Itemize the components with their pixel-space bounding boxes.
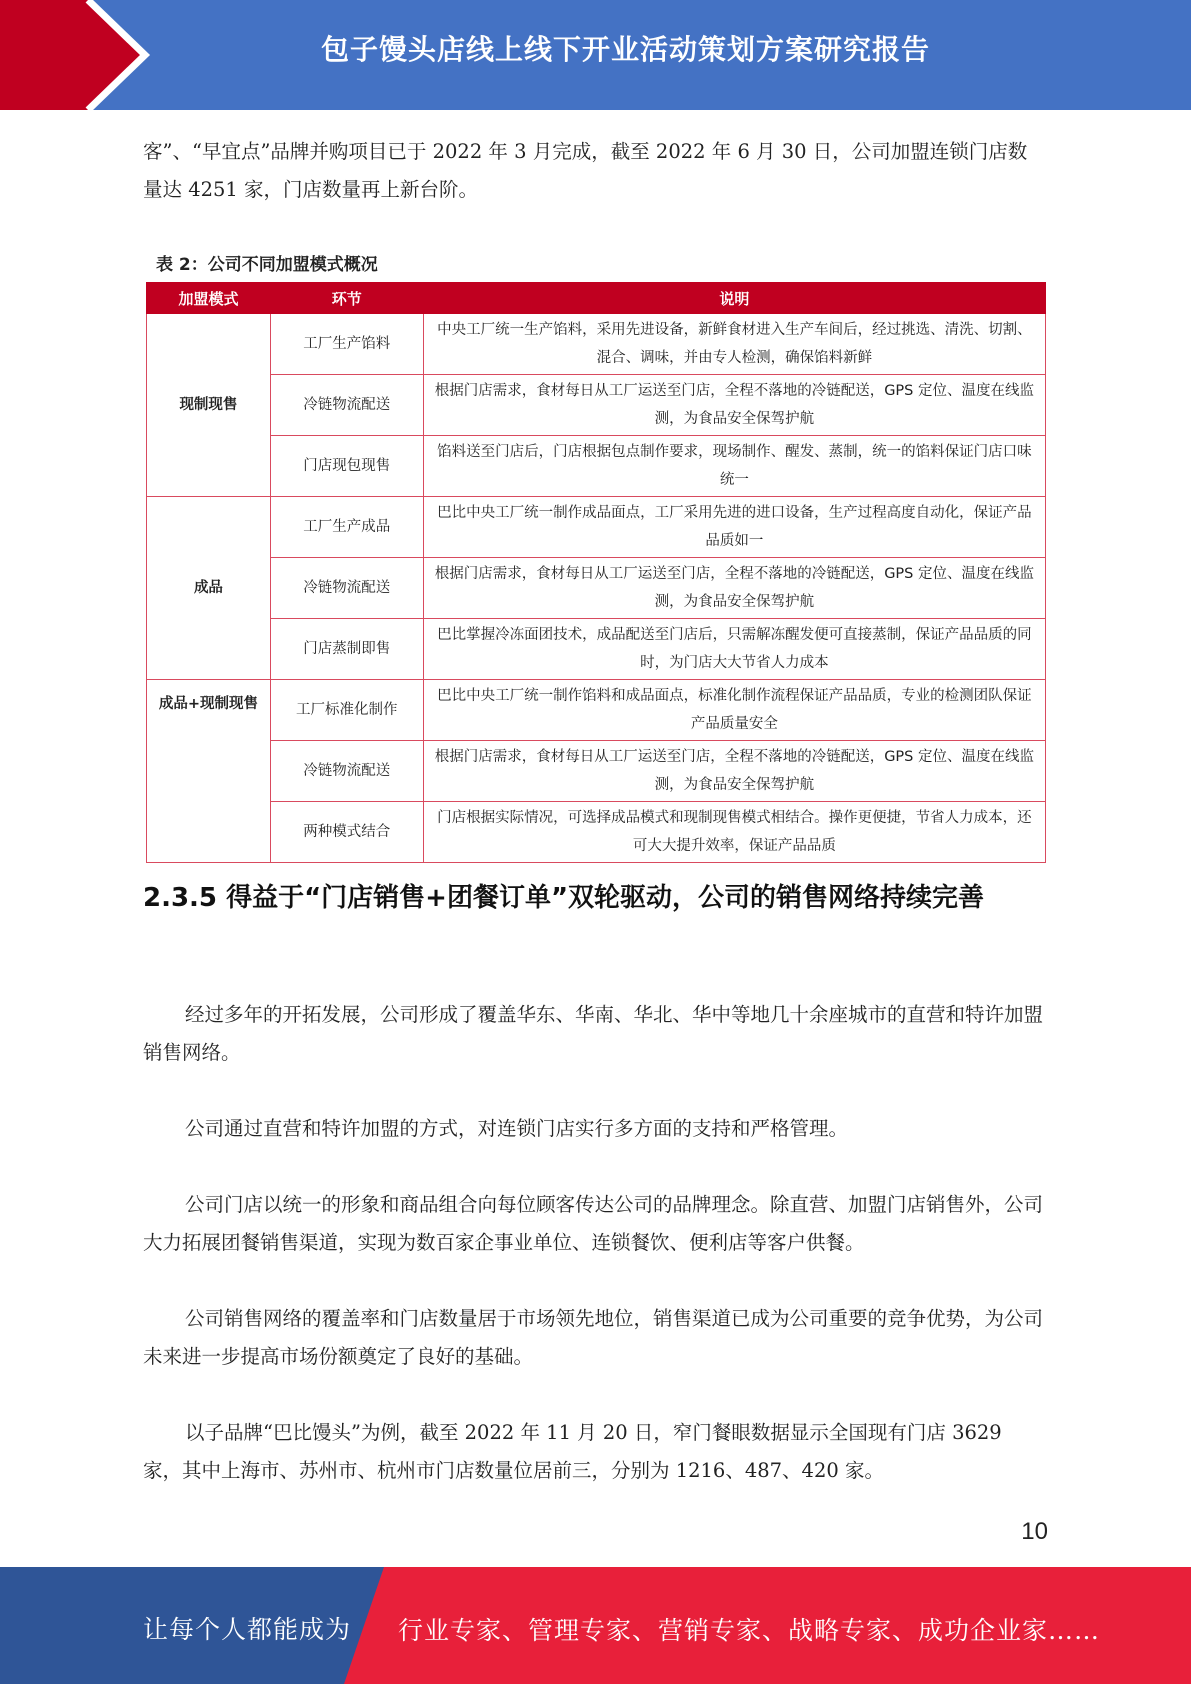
body-paragraph: 公司门店以统一的形象和商品组合向每位顾客传达公司的品牌理念。除直营、加盟门店销售外，公司大力拓展团餐销售渠道，实现为数百家企事业单位、连锁餐饮、便利店等客户供餐。 <box>143 1193 1044 1254</box>
table-row <box>147 741 1046 802</box>
table-row <box>147 314 1046 375</box>
body-paragraph: 公司销售网络的覆盖率和门店数量居于市场领先地位，销售渠道已成为公司重要的竞争优势，为公司未来进一步提高市场份额奠定了良好的基础。 <box>143 1307 1044 1368</box>
table-row <box>147 802 1046 863</box>
footer-slogan-right: 行业专家、管理专家、营销专家、战略专家、成功企业家…… <box>398 1616 1101 1645</box>
mode-cell: 成品+现制现售 <box>147 680 271 863</box>
step-cell: 冷链物流配送 <box>270 375 423 436</box>
table-row <box>147 619 1046 680</box>
description-cell: 巴比中央工厂统一制作馅料和成品面点，标准化制作流程保证产品品质，专业的检测团队保证产品质量安全 <box>423 680 1045 741</box>
franchise-mode-table <box>146 282 1046 863</box>
table-caption: 表 2：公司不同加盟模式概况 <box>156 255 378 275</box>
step-cell: 门店现包现售 <box>270 436 423 497</box>
page-number: 10 <box>1021 1518 1048 1545</box>
header-mode: 加盟模式 <box>147 283 271 314</box>
mode-cell: 成品 <box>147 497 271 680</box>
description-cell: 根据门店需求，食材每日从工厂运送至门店，全程不落地的冷链配送，GPS 定位、温度在线监测，为食品安全保驾护航 <box>423 558 1045 619</box>
step-cell: 工厂生产成品 <box>270 497 423 558</box>
page-header <box>0 0 1191 110</box>
section-heading: 2.3.5 得益于“门店销售+团餐订单”双轮驱动，公司的销售网络持续完善 <box>143 883 985 913</box>
footer-slogan-left: 让每个人都能成为 <box>143 1615 352 1644</box>
table-row <box>147 436 1046 497</box>
body-paragraph: 以子品牌“巴比馒头”为例，截至 2022 年 11 月 20 日，窄门餐眼数据显示全国现有门店 3629 家，其中上海市、苏州市、杭州市门店数量位居前三，分别为 1216、487、420 家。 <box>143 1421 1002 1482</box>
step-cell: 两种模式结合 <box>270 802 423 863</box>
description-cell: 中央工厂统一生产馅料，采用先进设备，新鲜食材进入生产车间后，经过挑选、清洗、切割、混合、调味，并由专人检测，确保馅料新鲜 <box>423 314 1045 375</box>
description-cell: 根据门店需求，食材每日从工厂运送至门店，全程不落地的冷链配送，GPS 定位、温度在线监测，为食品安全保驾护航 <box>423 375 1045 436</box>
header-step: 环节 <box>270 283 423 314</box>
description-cell: 门店根据实际情况，可选择成品模式和现制现售模式相结合。操作更便捷，节省人力成本，还可大大提升效率，保证产品品质 <box>423 802 1045 863</box>
description-cell: 巴比掌握冷冻面团技术，成品配送至门店后，只需解冻醒发便可直接蒸制，保证产品品质的同时，为门店大大节省人力成本 <box>423 619 1045 680</box>
step-cell: 门店蒸制即售 <box>270 619 423 680</box>
header-description: 说明 <box>423 283 1045 314</box>
page-footer <box>0 1567 1191 1684</box>
step-cell: 工厂生产馅料 <box>270 314 423 375</box>
description-cell: 根据门店需求，食材每日从工厂运送至门店，全程不落地的冷链配送，GPS 定位、温度在线监测，为食品安全保驾护航 <box>423 741 1045 802</box>
table-row <box>147 375 1046 436</box>
table-header-row <box>147 283 1046 314</box>
table-row <box>147 680 1046 741</box>
body-paragraph: 公司通过直营和特许加盟的方式，对连锁门店实行多方面的支持和严格管理。 <box>185 1117 849 1140</box>
description-cell: 巴比中央工厂统一制作成品面点，工厂采用先进的进口设备，生产过程高度自动化，保证产品品质如一 <box>423 497 1045 558</box>
body-paragraph: 经过多年的开拓发展，公司形成了覆盖华东、华南、华北、华中等地几十余座城市的直营和特许加盟销售网络。 <box>143 1003 1044 1064</box>
step-cell: 工厂标准化制作 <box>270 680 423 741</box>
step-cell: 冷链物流配送 <box>270 741 423 802</box>
table-row <box>147 558 1046 619</box>
description-cell: 馅料送至门店后，门店根据包点制作要求，现场制作、醒发、蒸制，统一的馅料保证门店口味统一 <box>423 436 1045 497</box>
intro-paragraph: 客”、“早宜点”品牌并购项目已于 2022 年 3 月完成，截至 2022 年 6 月 30 日，公司加盟连锁门店数量达 4251 家，门店数量再上新台阶。 <box>143 140 1028 201</box>
mode-cell: 现制现售 <box>147 314 271 497</box>
table-row <box>147 497 1046 558</box>
report-title: 包子馒头店线上线下开业活动策划方案研究报告 <box>320 33 930 66</box>
step-cell: 冷链物流配送 <box>270 558 423 619</box>
